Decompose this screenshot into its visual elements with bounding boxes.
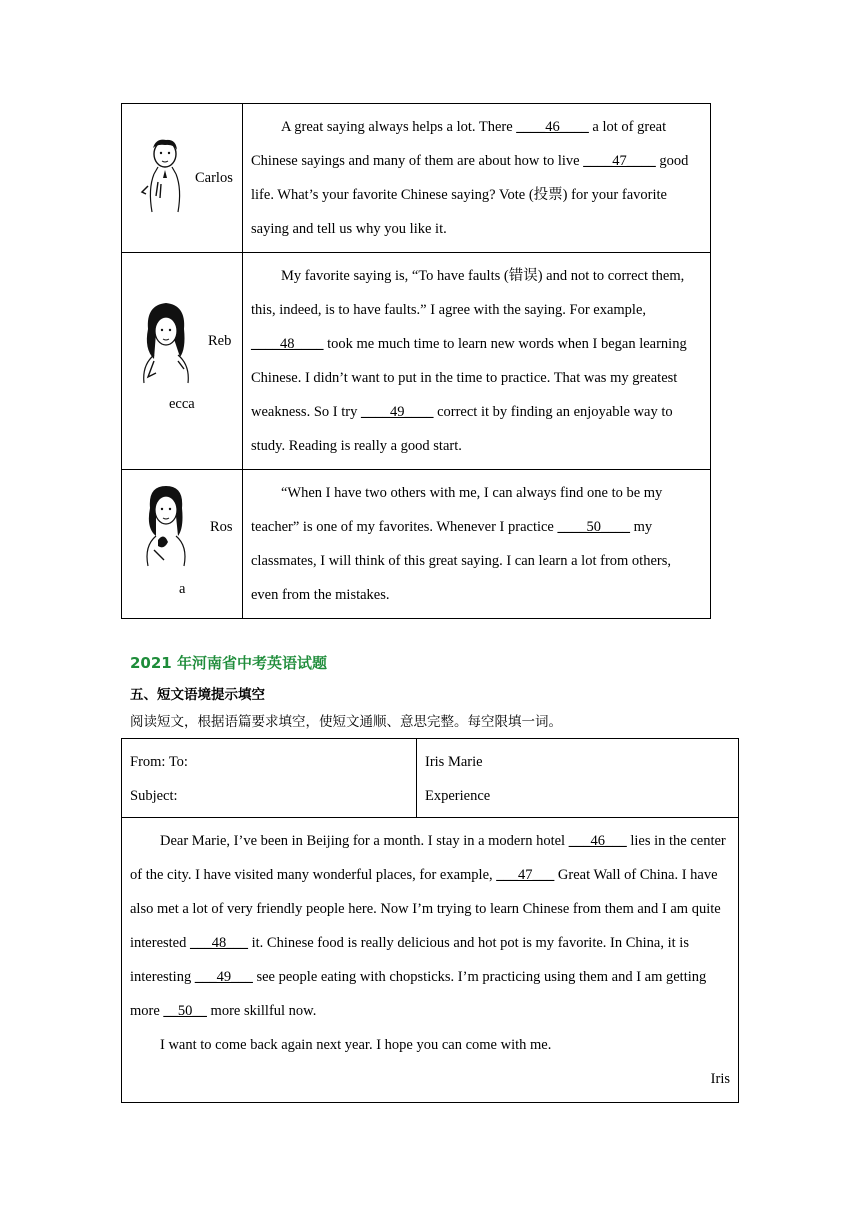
table-row (122, 104, 711, 253)
email-labels-cell (122, 739, 417, 818)
text: Dear Marie, I’ve been in Beijing for a month. I stay in a modern hotel (160, 833, 569, 849)
text: My favorite saying is, “To have faults (错误) and not to correct them, this, indeed, is to have faults.” I agree with the saying. For example, (251, 268, 685, 318)
text: good life. What’s your favorite Chinese saying? Vote (投票) for your favorite saying and tell us why you like it. (251, 153, 689, 237)
text: A great saying always helps a lot. There (281, 119, 517, 135)
email-header-row (122, 739, 739, 818)
text: a lot of great Chinese sayings and many of them are about how to live (251, 119, 667, 169)
avatar-cell (122, 470, 243, 619)
blank-50: __50__ (163, 1003, 207, 1019)
student-name: Reb (208, 333, 232, 349)
paragraph (251, 259, 700, 463)
email-signature: Iris (710, 1071, 730, 1087)
blank-47: ___47___ (496, 867, 555, 883)
text: see people eating with chopsticks. I’m practicing using them and I am getting more (130, 969, 707, 1019)
sayings-table (121, 103, 711, 619)
paragraph (251, 110, 700, 246)
table-row (122, 253, 711, 470)
blank-50: ____50____ (557, 519, 630, 535)
avatar-cell (122, 104, 243, 253)
girl-avatar-icon (134, 299, 198, 385)
text: lies in the center of the city. I have visited many wonderful places, for example, (130, 833, 726, 883)
text: correct it by finding an enjoyable way to study. Reading is really a good start. (251, 404, 673, 454)
section-heading: 五、短文语境提示填空 (130, 687, 265, 703)
saying-text-cell (243, 104, 711, 253)
email-body-cell (122, 818, 739, 1103)
text: more skillful now. (206, 1003, 317, 1019)
student-name: Carlos (195, 170, 233, 186)
paragraph (251, 476, 700, 612)
text: it. Chinese food is really delicious and hot pot is my favorite. In China, it is interesting (130, 935, 689, 985)
boy-avatar-icon (134, 134, 190, 216)
blank-47: ____47____ (583, 153, 656, 169)
blank-46: ____46____ (516, 119, 589, 135)
blank-48: ____48____ (251, 336, 324, 352)
girl-avatar-icon (134, 480, 198, 570)
table-row (122, 470, 711, 619)
email-values-cell (417, 739, 739, 818)
student-name-continued: a (179, 581, 186, 597)
from-to-value: Iris Marie (425, 754, 483, 770)
blank-49: ___49___ (194, 969, 253, 985)
text: my classmates, I will think of this great saying. I can learn a lot from others, even from the mistakes. (251, 519, 671, 603)
email-table (121, 738, 739, 1103)
blank-48: ___48___ (190, 935, 248, 951)
blank-46: ___46___ (568, 833, 627, 849)
student-name-continued: ecca (169, 396, 195, 412)
saying-text-cell (243, 470, 711, 619)
email-paragraph: I want to come back again next year. I hope you can come with me. (160, 1037, 552, 1053)
text: “When I have two others with me, I can always find one to be my teacher” is one of my favorites. Whenever I practice (251, 485, 663, 535)
instructions: 阅读短文，根据语篇要求填空，使短文通顺、意思完整。每空限填一词。 (130, 714, 562, 730)
email-body-row (122, 818, 739, 1103)
email-paragraph (130, 824, 730, 1028)
subject-label: Subject: (130, 788, 178, 804)
from-to-label: From: To: (130, 754, 188, 770)
text: took me much time to learn new words when I began learning Chinese. I didn’t want to put in the time to practice. That was my greatest weakness. So I try (251, 336, 687, 420)
exam-title: 2021 年河南省中考英语试题 (130, 654, 327, 672)
subject-value: Experience (425, 788, 491, 804)
blank-49: ____49____ (360, 404, 434, 420)
student-name: Ros (210, 519, 233, 535)
saying-text-cell (243, 253, 711, 470)
avatar-cell (122, 253, 243, 470)
text: Great Wall of China. I have also met a lot of very friendly people here. Now I’m trying to learn Chinese from them and I am quite interested (130, 867, 721, 951)
